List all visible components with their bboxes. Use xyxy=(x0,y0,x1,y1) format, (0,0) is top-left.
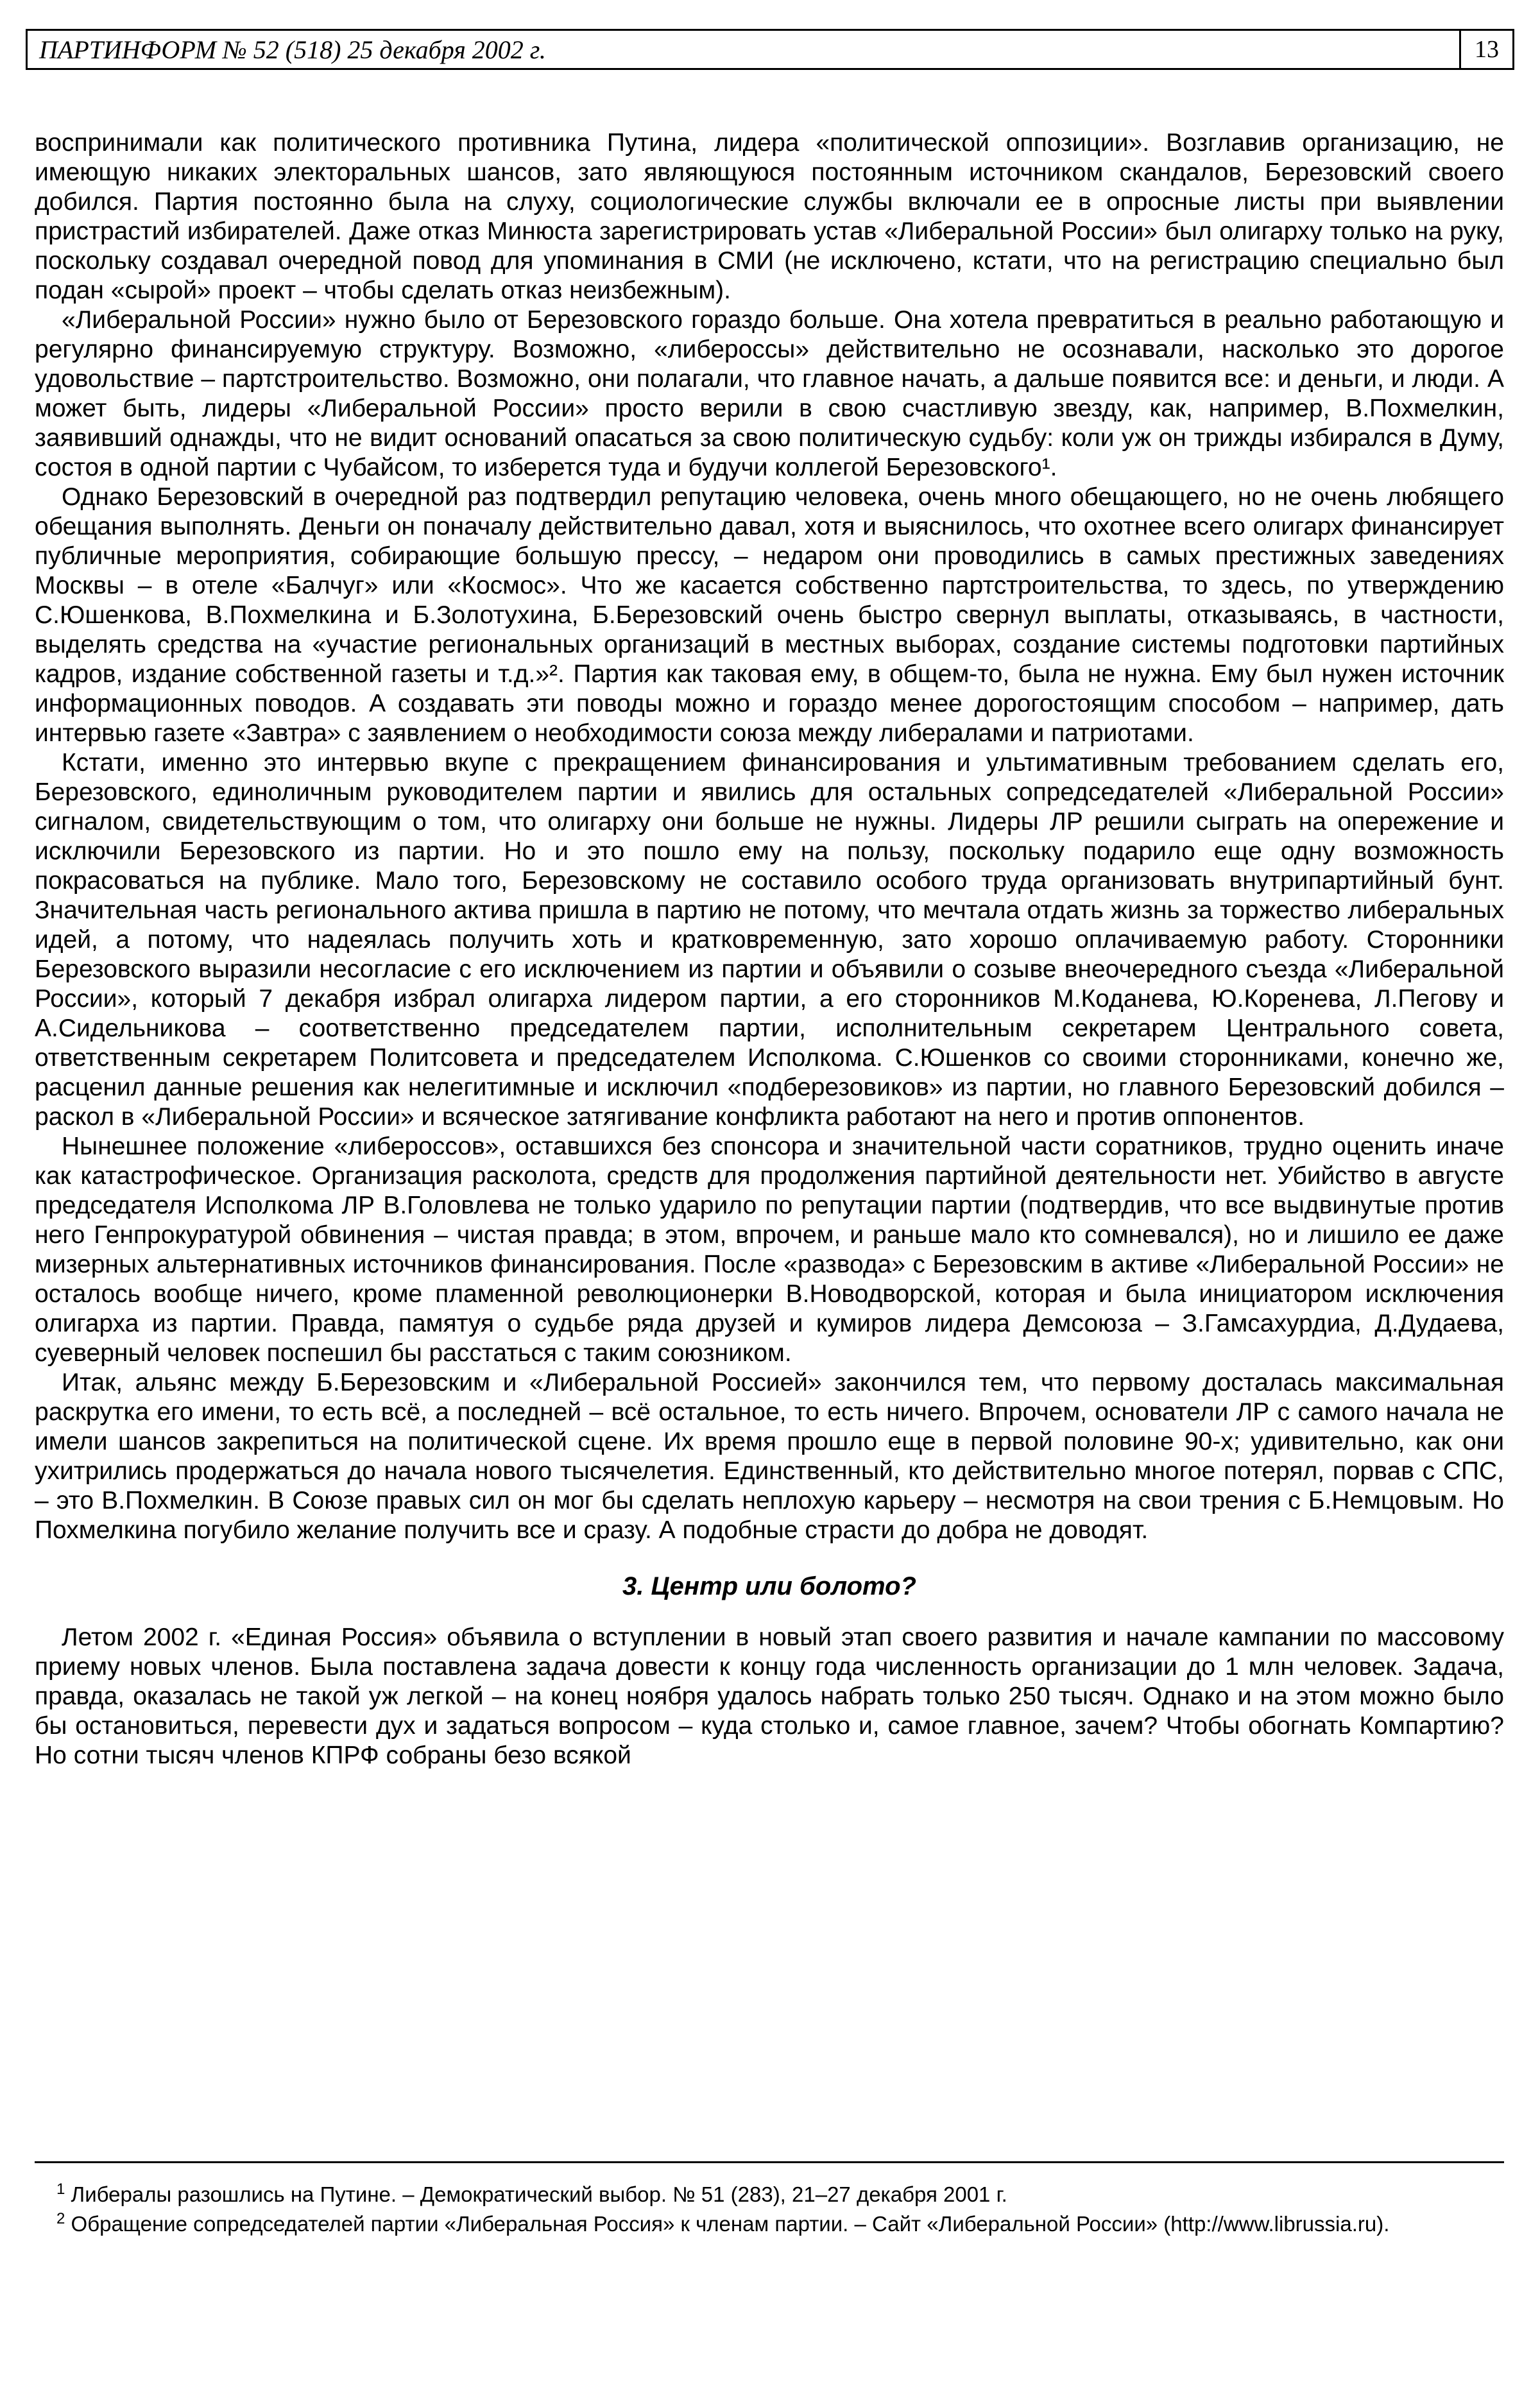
paragraph: «Либеральной России» нужно было от Березовского гораздо больше. Она хотела превратиться в реально работающую и регулярно финансируемую структуру. Возможно, «либероссы» действительно не осознавали, насколько это дорогое удовольствие – партстроительство. Возможно, они полагали, что главное начать, а дальше появится все: и деньги, и люди. А может быть, лидеры «Либеральной России» просто верили в свою счастливую звезду, как, например, В.Похмелкин, заявивший однажды, что не видит оснований опасаться за свою политическую судьбу: коли уж он трижды избирался в Думу, состоя в одной партии с Чубайсом, то изберется туда и будучи коллегой Березовского¹. xyxy=(35,306,1504,481)
footnote-marker: 2 xyxy=(56,2210,65,2227)
paragraph: Летом 2002 г. «Единая Россия» объявила о вступлении в новый этап своего развития и начале кампании по массовому приему новых членов. Была поставлена задача довести к концу года численность организации до 1 млн человек. Задача, правда, оказалась не такой уж легкой – на конец ноября удалось набрать только 250 тысяч. Однако и на этом можно было бы остановиться, перевести дух и задаться вопросом – куда столько и, самое главное, зачем? Чтобы обогнать Компартию? Но сотни тысяч членов КПРФ собраны безо всякой xyxy=(35,1624,1504,1769)
footnote-marker: 1 xyxy=(56,2181,65,2198)
paragraph: воспринимали как политического противника Путина, лидера «политической оппозиции». Возглавив организацию, не имеющую никаких электоральных шансов, зато являющуюся постоянным источником скандалов, Березовский своего добился. Партия постоянно была на слуху, социологические службы включали ее в опросные листы при выявлении пристрастий избирателей. Даже отказ Минюста зарегистрировать устав «Либеральной России» был олигарху только на руку, поскольку создавал очередной повод для упоминания в СМИ (не исключено, кстати, что на регистрацию специально был подан «сырой» проект – чтобы сделать отказ неизбежным). xyxy=(35,129,1504,304)
paragraph: Кстати, именно это интервью вкупе с прекращением финансирования и ультимативным требованием сделать его, Березовского, единоличным руководителем партии и явились для остальных сопредседателей «Либеральной России» сигналом, свидетельствующим о том, что олигарху они больше не нужны. Лидеры ЛР решили сыграть на опережение и исключили Березовского из партии. Но и это пошло ему на пользу, поскольку подарило еще одну возможность покрасоваться на публике. Мало того, Березовскому не составило особого труда организовать внутрипартийный бунт. Значительная часть регионального актива пришла в партию не потому, что мечтала отдать жизнь за торжество либеральных идей, а потому, что надеялась получить хоть и кратковременную, зато хорошо оплачиваемую работу. Сторонники Березовского выразили несогласие с его исключением из партии и объявили о созыве внеочередного съезда «Либеральной России», который 7 декабря избрал олигарха лидером партии, а его сторонников М.Коданева, Ю.Коренева, Л.Пегову и А.Сидельникова – соответственно председателем партии, исполнительным секретарем Центрального совета, ответственным секретарем Политсовета и председателем Исполкома. С.Юшенков со своими сторонниками, конечно же, расценил данные решения как нелегитимные и исключил «подберезовиков» из партии, но главного Березовский добился – раскол в «Либеральной России» и всяческое затягивание конфликта работают на него и против оппонентов. xyxy=(35,749,1504,1131)
footnotes-section xyxy=(35,2161,1504,2239)
footnote-text: Либералы разошлись на Путине. – Демократический выбор. № 51 (283), 21–27 декабря 2001 г. xyxy=(71,2182,1007,2206)
page-header xyxy=(26,29,1514,70)
footnote-text: Обращение сопредседателей партии «Либеральная Россия» к членам партии. – Сайт «Либеральной России» (http://www.librussia.ru). xyxy=(71,2212,1390,2236)
paragraph: Итак, альянс между Б.Березовским и «Либеральной Россией» закончился тем, что первому досталась максимальная раскрутка его имени, то есть всё, а последней – всё остальное, то есть ничего. Впрочем, основатели ЛР с самого начала не имели шансов закрепиться на политической сцене. Их время прошло еще в первой половине 90-х; удивительно, как они ухитрились продержаться до начала нового тысячелетия. Единственный, кто действительно многое потерял, порвав с СПС, – это В.Похмелкин. В Союзе правых сил он мог бы сделать неплохую карьеру – несмотря на свои трения с Б.Немцовым. Но Похмелкина погубило желание получить все и сразу. А подобные страсти до добра не доводят. xyxy=(35,1369,1504,1544)
newsletter-title: ПАРТИНФОРМ № 52 (518) 25 декабря 2002 г. xyxy=(39,35,546,64)
page-number: 13 xyxy=(1459,31,1512,68)
paragraph: Нынешнее положение «либероссов», оставшихся без спонсора и значительной части соратников, трудно оценить иначе как катастрофическое. Организация расколота, средств для продолжения партийной деятельности нет. Убийство в августе председателя Исполкома ЛР В.Головлева не только ударило по репутации партии (подтвердив, что все выдвинутые против него Генпрокуратурой обвинения – чистая правда; в этом, впрочем, и раньше мало кто сомневался), но и лишило ее даже мизерных альтернативных источников финансирования. После «развода» с Березовским в активе «Либеральной России» не осталось вообще ничего, кроме пламенной революционерки В.Новодворской, которая и была инициатором исключения олигарха из партии. Правда, памятуя о судьбе ряда друзей и кумиров лидера Демсоюза – З.Гамсахурдиа, Д.Дудаева, суеверный человек поспешил бы расстаться с таким союзником. xyxy=(35,1133,1504,1367)
article-body xyxy=(35,128,1504,1770)
footnote-separator xyxy=(35,2161,1504,2163)
paragraph: Однако Березовский в очередной раз подтвердил репутацию человека, очень много обещающего, но не очень любящего обещания выполнять. Деньги он поначалу действительно давал, хотя и выяснилось, что охотнее всего олигарх финансирует публичные мероприятия, собирающие большую прессу, – недаром они проводились в самых престижных заведениях Москвы – в отеле «Балчуг» или «Космос». Что же касается собственно партстроительства, то здесь, по утверждению С.Юшенкова, В.Похмелкина и Б.Золотухина, Б.Березовский очень быстро свернул выплаты, отказываясь, в частности, выделять средства на «участие региональных организаций в местных выборах, создание системы подготовки партийных кадров, издание собственной газеты и т.д.»². Партия как таковая ему, в общем-то, была не нужна. Ему был нужен источник информационных поводов. А создавать эти поводы можно и гораздо менее дорогостоящим способом – например, дать интервью газете «Завтра» с заявлением о необходимости союза между либералами и патриотами. xyxy=(35,483,1504,747)
footnote xyxy=(35,2180,1504,2209)
footnote xyxy=(35,2209,1504,2239)
section-heading: 3. Центр или болото? xyxy=(622,1572,916,1600)
